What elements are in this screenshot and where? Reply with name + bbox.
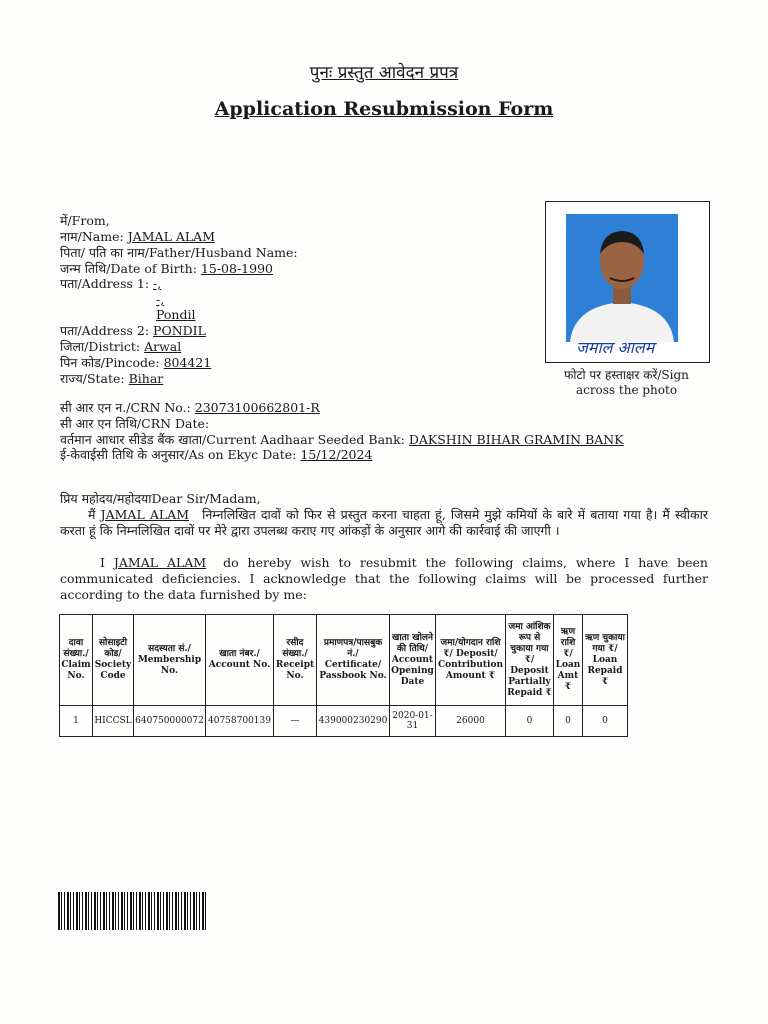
pincode-row [60, 355, 219, 371]
column-header: खाता खोलने की तिथि/ Account Opening Date [390, 615, 436, 706]
applicant-photo-box [545, 201, 710, 363]
column-header: जमा आंशिक रूप से चुकाया गया ₹/ Deposit Partially Repaid ₹ [506, 615, 554, 706]
salutation: प्रिय महोदय/महोदयाDear Sir/Madam, [60, 491, 261, 506]
table-header-row [60, 615, 628, 706]
table-cell: 40758700139 [206, 706, 274, 737]
claims-table-body [60, 706, 628, 737]
claims-table-header [60, 615, 628, 706]
dob-label: जन्म तिथि/Date of Birth: [60, 261, 197, 276]
name-value: JAMAL ALAM [127, 229, 215, 244]
table-cell: HICCSL [93, 706, 134, 737]
name-label: नाम/Name: [60, 229, 124, 244]
claims-table [59, 614, 628, 737]
father-row [60, 245, 298, 261]
bank-value: DAKSHIN BIHAR GRAMIN BANK [408, 432, 624, 447]
address2-label: पता/Address 2: [60, 323, 150, 338]
ekyc-label: ई-केवाईसी तिथि के अनुसार/As on Ekyc Date: [60, 447, 297, 462]
column-header: रसीद संख्या./ Receipt No. [274, 615, 317, 706]
pincode-label: पिन कोड/Pincode: [60, 355, 160, 370]
address2-row [60, 323, 214, 339]
crn-no-row [60, 400, 328, 416]
column-header: खाता नंबर./ Account No. [206, 615, 274, 706]
crn-date-row [60, 416, 209, 432]
district-label: जिला/District: [60, 339, 141, 354]
district-row [60, 339, 189, 355]
table-cell: 0 [583, 706, 628, 737]
name-row [60, 229, 223, 245]
address1-line1: -, [153, 276, 162, 291]
column-header: सोसाइटी कोड/ Society Code [93, 615, 134, 706]
district-value: Arwal [144, 339, 182, 354]
column-header: जमा/योगदान राशि ₹/ Deposit/ Contribution Amount ₹ [436, 615, 506, 706]
father-label: पिता/ पति का नाम/Father/Husband Name: [60, 245, 298, 260]
crn-date-label: सी आर एन तिथि/CRN Date: [60, 416, 210, 431]
table-cell: 439000230290 [317, 706, 390, 737]
address2-value: PONDIL [153, 323, 206, 338]
bank-label: वर्तमान आधार सीडेड बैंक खाता/Current Aadhaar Seeded Bank: [60, 432, 405, 447]
state-label: राज्य/State: [60, 371, 125, 386]
pincode-value: 804421 [163, 355, 212, 370]
state-row [60, 371, 171, 387]
address1-label: पता/Address 1: [60, 276, 150, 291]
address1-row [60, 276, 169, 292]
english-paragraph: I JAMAL ALAM do hereby wish to resubmit the following claims, where I have been communicated deficiencies. I acknowledge that the following claims will be processed further according to the data furnished by me: [60, 555, 708, 602]
ekyc-row [60, 447, 380, 463]
column-header: ऋण राशि ₹/ Loan Amt ₹ [554, 615, 583, 706]
hindi-paragraph-name: JAMAL ALAM [100, 507, 190, 522]
column-header: सदस्यता सं./ Membership No. [134, 615, 206, 706]
column-header: प्रमाणपत्र/पासबुक नं./ Certificate/ Passbook No. [317, 615, 390, 706]
table-cell: 2020-01-31 [390, 706, 436, 737]
table-cell: 0 [554, 706, 583, 737]
crn-no-label: सी आर एन न./CRN No.: [60, 400, 191, 415]
table-cell: — [274, 706, 317, 737]
table-cell: 640750000072 [134, 706, 206, 737]
form-title-hindi: पुनः प्रस्तुत आवेदन प्रपत्र [309, 63, 459, 83]
person-icon [566, 214, 678, 342]
state-value: Bihar [128, 371, 164, 386]
bank-row [60, 432, 632, 448]
photo-signature: जमाल आलम [576, 338, 655, 357]
from-label: में/From, [60, 213, 110, 228]
english-paragraph-name: JAMAL ALAM [113, 555, 207, 570]
dob-row [60, 261, 281, 277]
table-cell: 0 [506, 706, 554, 737]
column-header: दावा संख्या./ Claim No. [60, 615, 93, 706]
address1-line3: Pondil [156, 307, 196, 322]
table-cell: 1 [60, 706, 93, 737]
crn-no-value: 23073100662801-R [194, 400, 320, 415]
table-cell: 26000 [436, 706, 506, 737]
dob-value: 15-08-1990 [200, 261, 273, 276]
barcode [58, 892, 208, 930]
hindi-paragraph: मैं JAMAL ALAM निम्नलिखित दावों को फिर से प्रस्तुत करना चाहता हूं, जिसमे मुझे कमियों के बारे में बताया गया है। मैं स्वीकार करता हूं कि निम्नलिखित दावों पर मेरे द्वारा उपलब्ध कराए गए आंकड़ों के अनुसार आगे की कार्रवाई की जाएगी । [60, 507, 708, 538]
address1-line2: -, [156, 292, 165, 307]
photo-caption: फोटो पर हस्ताक्षर करें/Sign across the photo [564, 368, 689, 397]
ekyc-value: 15/12/2024 [300, 447, 373, 462]
applicant-photo [566, 214, 678, 342]
form-title: Application Resubmission Form [214, 98, 554, 120]
column-header: ऋण चुकाया गया ₹/ Loan Repaid ₹ [583, 615, 628, 706]
table-row [60, 706, 628, 737]
